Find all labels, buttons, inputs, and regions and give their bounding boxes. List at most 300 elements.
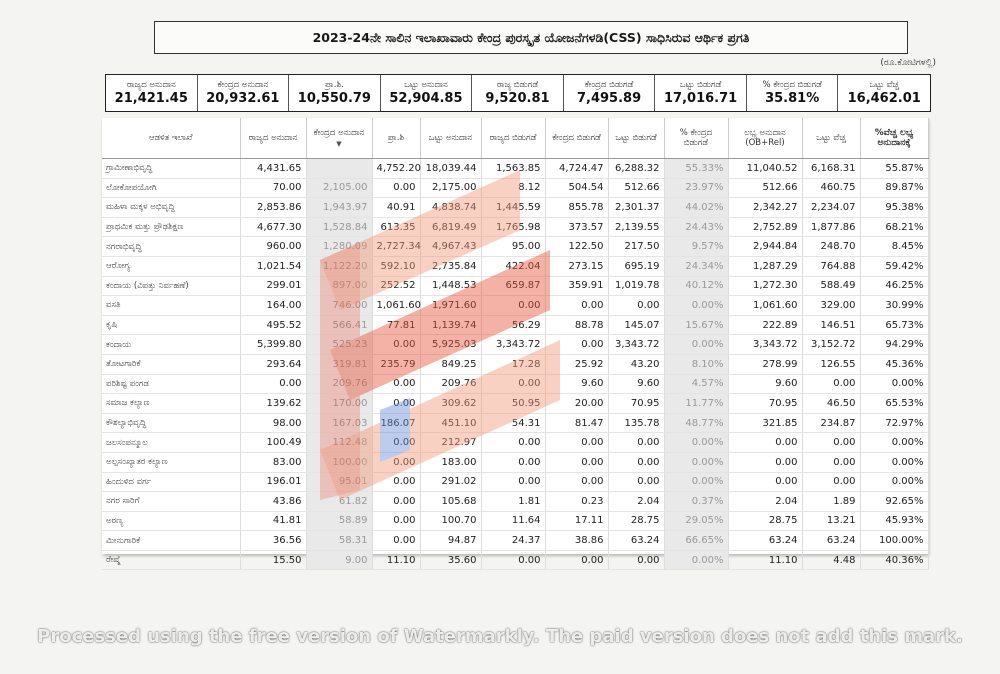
value-cell: 0.00: [372, 335, 420, 355]
column-header-label: ಕೇಂದ್ರದ ಅನುದಾನ: [313, 128, 365, 138]
summary-cell: [472, 75, 564, 111]
summary-value: 16,462.01: [847, 90, 921, 106]
value-cell: 105.68: [420, 492, 481, 512]
value-cell: 0.00: [802, 433, 860, 453]
value-cell: 11.10: [728, 550, 802, 570]
column-header-label: ಒಟ್ಟು ವೆಚ್ಚ: [816, 133, 846, 143]
value-cell: 588.49: [802, 276, 860, 296]
value-cell: 72.97%: [860, 413, 928, 433]
value-cell: 309.62: [420, 394, 481, 414]
value-cell: 9.00: [306, 550, 372, 570]
value-cell: 70.95: [728, 394, 802, 414]
department-name-cell: ನಗರಾಭಿವೃದ್ಧಿ: [102, 237, 240, 257]
table-row: [102, 237, 928, 257]
value-cell: 299.01: [240, 276, 306, 296]
summary-label: ಕೇಂದ್ರದ ಅನುದಾನ: [217, 79, 269, 90]
value-cell: 4,724.47: [545, 159, 608, 179]
value-cell: 83.00: [240, 452, 306, 472]
value-cell: 4,967.43: [420, 237, 481, 257]
value-cell: 28.75: [728, 511, 802, 531]
value-cell: 50.95: [481, 394, 545, 414]
value-cell: 746.00: [306, 296, 372, 316]
value-cell: 0.00: [545, 550, 608, 570]
watermark-text: Processed using the free version of Watermarkly. The paid version does not add this mark.: [37, 626, 963, 647]
value-cell: 65.73%: [860, 315, 928, 335]
value-cell: 321.85: [728, 413, 802, 433]
column-header[interactable]: [481, 118, 545, 159]
value-cell: 3,343.72: [608, 335, 664, 355]
value-cell: 6,819.49: [420, 217, 481, 237]
summary-label: % ಕೇಂದ್ರದ ಬಿಡುಗಡೆ: [762, 79, 822, 90]
value-cell: 209.76: [420, 374, 481, 394]
table-row: [102, 335, 928, 355]
value-cell: 59.42%: [860, 256, 928, 276]
column-header[interactable]: [802, 118, 860, 159]
value-cell: 54.31: [481, 413, 545, 433]
table-row: [102, 276, 928, 296]
column-header[interactable]: [102, 118, 240, 159]
table-row: [102, 296, 928, 316]
value-cell: 0.00: [608, 550, 664, 570]
column-header-label: ರಾಜ್ಯದ ಅನುದಾನ: [248, 133, 298, 143]
value-cell: 20.00: [545, 394, 608, 414]
table-row: [102, 198, 928, 218]
table-row: [102, 433, 928, 453]
value-cell: [306, 159, 372, 179]
value-cell: 9.57%: [664, 237, 728, 257]
summary-label: ಒಟ್ಟು ಅನುದಾನ: [404, 79, 448, 90]
value-cell: 1.89: [802, 492, 860, 512]
summary-cell: [381, 75, 473, 111]
table-row: [102, 492, 928, 512]
value-cell: 186.07: [372, 413, 420, 433]
value-cell: 1,445.59: [481, 198, 545, 218]
value-cell: 65.53%: [860, 394, 928, 414]
table-row: [102, 550, 928, 570]
value-cell: 29.05%: [664, 511, 728, 531]
value-cell: 695.19: [608, 256, 664, 276]
value-cell: 0.00: [802, 472, 860, 492]
table-row: [102, 413, 928, 433]
summary-cell: [198, 75, 290, 111]
column-header-label: ಒಟ್ಟು ಬಿಡುಗಡೆ: [615, 133, 657, 143]
value-cell: 70.00: [240, 178, 306, 198]
value-cell: 0.23: [545, 492, 608, 512]
summary-value: 17,016.71: [664, 90, 738, 106]
value-cell: 855.78: [545, 198, 608, 218]
value-cell: 0.00: [728, 433, 802, 453]
value-cell: 1.81: [481, 492, 545, 512]
value-cell: 6,168.31: [802, 159, 860, 179]
value-cell: 43.20: [608, 354, 664, 374]
value-cell: 135.78: [608, 413, 664, 433]
value-cell: 495.52: [240, 315, 306, 335]
column-header[interactable]: [608, 118, 664, 159]
value-cell: 15.50: [240, 550, 306, 570]
department-name-cell: ಲೋಕೋಪಯೋಗಿ: [102, 178, 240, 198]
value-cell: 1,448.53: [420, 276, 481, 296]
value-cell: 40.12%: [664, 276, 728, 296]
value-cell: 5,399.80: [240, 335, 306, 355]
value-cell: 88.78: [545, 315, 608, 335]
value-cell: 55.33%: [664, 159, 728, 179]
value-cell: 11,040.52: [728, 159, 802, 179]
value-cell: 4,838.74: [420, 198, 481, 218]
column-header-label: ಕೇಂದ್ರದ ಬಿಡುಗಡೆ: [552, 133, 601, 143]
value-cell: 849.25: [420, 354, 481, 374]
column-header-label: ರಾಜ್ಯದ ಬಿಡುಗಡೆ: [489, 133, 537, 143]
value-cell: 0.00: [240, 374, 306, 394]
value-cell: 1,139.74: [420, 315, 481, 335]
value-cell: 122.50: [545, 237, 608, 257]
value-cell: 252.52: [372, 276, 420, 296]
value-cell: 0.00: [802, 452, 860, 472]
value-cell: 0.00: [545, 472, 608, 492]
value-cell: 13.21: [802, 511, 860, 531]
value-cell: 0.00: [608, 452, 664, 472]
value-cell: 0.00: [545, 335, 608, 355]
value-cell: 0.00%: [860, 374, 928, 394]
sort-descending-icon[interactable]: ▼: [336, 140, 342, 148]
value-cell: 1,971.60: [420, 296, 481, 316]
department-name-cell: ನಗರ ಸಾರಿಗೆ: [102, 492, 240, 512]
value-cell: 2,301.37: [608, 198, 664, 218]
value-cell: 167.03: [306, 413, 372, 433]
value-cell: 95.38%: [860, 198, 928, 218]
value-cell: 0.00: [372, 394, 420, 414]
value-cell: 68.21%: [860, 217, 928, 237]
value-cell: 512.66: [728, 178, 802, 198]
value-cell: 18,039.44: [420, 159, 481, 179]
department-name-cell: ವಸತಿ: [102, 296, 240, 316]
table-row: [102, 217, 928, 237]
summary-cell: [106, 75, 198, 111]
column-header[interactable]: [728, 118, 802, 159]
value-cell: 112.48: [306, 433, 372, 453]
summary-value: 35.81%: [765, 90, 820, 106]
value-cell: 0.00: [481, 550, 545, 570]
value-cell: 1,287.29: [728, 256, 802, 276]
column-header-label: ಒಟ್ಟು ಅನುದಾನ: [428, 133, 473, 143]
column-header-label: ಲಭ್ಯ ಅನುದಾನ (OB+Rel): [744, 128, 786, 148]
value-cell: 0.00%: [664, 335, 728, 355]
value-cell: 359.91: [545, 276, 608, 296]
summary-label: ಒಟ್ಟು ಬಿಡುಗಡೆ: [679, 79, 722, 90]
value-cell: 36.56: [240, 531, 306, 551]
table-row: [102, 374, 928, 394]
table-row: [102, 511, 928, 531]
column-header[interactable]: [306, 118, 372, 159]
column-header-label: % ಕೇಂದ್ರದ ಬಿಡುಗಡೆ: [679, 128, 713, 148]
value-cell: 146.51: [802, 315, 860, 335]
table-row: [102, 354, 928, 374]
value-cell: 38.86: [545, 531, 608, 551]
table-row: [102, 394, 928, 414]
value-cell: 17.28: [481, 354, 545, 374]
value-cell: 24.37: [481, 531, 545, 551]
summary-value: 20,932.61: [206, 90, 280, 106]
page-title: [154, 21, 908, 54]
value-cell: 613.35: [372, 217, 420, 237]
value-cell: 0.00: [728, 452, 802, 472]
value-cell: 63.24: [802, 531, 860, 551]
department-name-cell: ಗ್ರಾಮೀಣಾಭಿವೃದ್ಧಿ: [102, 159, 240, 179]
value-cell: 94.29%: [860, 335, 928, 355]
table-row: [102, 315, 928, 335]
value-cell: 960.00: [240, 237, 306, 257]
value-cell: 212.97: [420, 433, 481, 453]
value-cell: 2,944.84: [728, 237, 802, 257]
department-name-cell: ಕಂದಾಯ (ವಿಪತ್ತು ನಿರ್ವಹಣೆ): [102, 276, 240, 296]
value-cell: 145.07: [608, 315, 664, 335]
value-cell: 293.64: [240, 354, 306, 374]
summary-value: 52,904.85: [389, 90, 463, 106]
value-cell: 66.65%: [664, 531, 728, 551]
department-name-cell: ಕೌಶಲ್ಯಾಭಿವೃದ್ಧಿ: [102, 413, 240, 433]
unit-note: (ರೂ.ಕೋಟಿಗಳಲ್ಲಿ): [880, 58, 936, 68]
value-cell: 2,853.86: [240, 198, 306, 218]
value-cell: 248.70: [802, 237, 860, 257]
value-cell: 4,431.65: [240, 159, 306, 179]
value-cell: 2.04: [608, 492, 664, 512]
value-cell: 11.77%: [664, 394, 728, 414]
department-name-cell: ಪರಿಶಿಷ್ಟ ಪಂಗಡ: [102, 374, 240, 394]
value-cell: 4,677.30: [240, 217, 306, 237]
value-cell: 0.00%: [664, 296, 728, 316]
value-cell: 8.45%: [860, 237, 928, 257]
value-cell: 2,105.00: [306, 178, 372, 198]
column-header[interactable]: [545, 118, 608, 159]
value-cell: 6,288.32: [608, 159, 664, 179]
value-cell: 2,752.89: [728, 217, 802, 237]
department-name-cell: ಕೃಷಿ: [102, 315, 240, 335]
value-cell: 183.00: [420, 452, 481, 472]
department-name-cell: ಹಿಂದುಳಿದ ವರ್ಗ: [102, 472, 240, 492]
department-progress-table: [102, 118, 929, 570]
table-row: [102, 178, 928, 198]
value-cell: 58.89: [306, 511, 372, 531]
value-cell: 0.00%: [664, 433, 728, 453]
value-cell: 70.95: [608, 394, 664, 414]
value-cell: 45.36%: [860, 354, 928, 374]
value-cell: 81.47: [545, 413, 608, 433]
value-cell: 23.97%: [664, 178, 728, 198]
value-cell: 234.87: [802, 413, 860, 433]
value-cell: 0.00: [728, 472, 802, 492]
value-cell: 504.54: [545, 178, 608, 198]
value-cell: 164.00: [240, 296, 306, 316]
value-cell: 95.00: [481, 237, 545, 257]
value-cell: 273.15: [545, 256, 608, 276]
value-cell: 2,342.27: [728, 198, 802, 218]
column-header[interactable]: [372, 118, 420, 159]
value-cell: 9.60: [545, 374, 608, 394]
value-cell: 0.00: [372, 511, 420, 531]
value-cell: 40.36%: [860, 550, 928, 570]
value-cell: 0.00: [481, 433, 545, 453]
value-cell: 24.43%: [664, 217, 728, 237]
value-cell: 0.00: [481, 452, 545, 472]
value-cell: 0.00: [481, 296, 545, 316]
value-cell: 0.00: [372, 531, 420, 551]
value-cell: 222.89: [728, 315, 802, 335]
value-cell: 4.48: [802, 550, 860, 570]
value-cell: 592.10: [372, 256, 420, 276]
value-cell: 4.57%: [664, 374, 728, 394]
value-cell: 0.00%: [860, 433, 928, 453]
value-cell: 35.60: [420, 550, 481, 570]
department-name-cell: ಪ್ರಾಥಮಿಕ ಮತ್ತು ಪ್ರೌಢಶಿಕ್ಷಣ: [102, 217, 240, 237]
value-cell: 460.75: [802, 178, 860, 198]
summary-value: 7,495.89: [576, 90, 642, 106]
summary-cell: [747, 75, 839, 111]
value-cell: 1,877.86: [802, 217, 860, 237]
value-cell: 30.99%: [860, 296, 928, 316]
summary-value: 9,520.81: [485, 90, 550, 106]
column-header[interactable]: [664, 118, 728, 159]
value-cell: 24.34%: [664, 256, 728, 276]
value-cell: 2,735.84: [420, 256, 481, 276]
department-name-cell: ಅರಣ್ಯ: [102, 511, 240, 531]
value-cell: 11.10: [372, 550, 420, 570]
summary-label: ಪ್ರಾ.ಶಿ.: [324, 79, 344, 90]
value-cell: 63.24: [728, 531, 802, 551]
value-cell: 0.00%: [860, 452, 928, 472]
value-cell: 1,280.09: [306, 237, 372, 257]
value-cell: 209.76: [306, 374, 372, 394]
summary-cell: [289, 75, 381, 111]
value-cell: 100.00: [306, 452, 372, 472]
value-cell: 170.00: [306, 394, 372, 414]
value-cell: 11.64: [481, 511, 545, 531]
value-cell: 196.01: [240, 472, 306, 492]
value-cell: 217.50: [608, 237, 664, 257]
value-cell: 659.87: [481, 276, 545, 296]
value-cell: 278.99: [728, 354, 802, 374]
column-header[interactable]: [240, 118, 306, 159]
value-cell: 0.00: [608, 296, 664, 316]
table-header-row: [102, 118, 928, 159]
value-cell: 291.02: [420, 472, 481, 492]
column-header[interactable]: [420, 118, 481, 159]
value-cell: 48.77%: [664, 413, 728, 433]
value-cell: 8.10%: [664, 354, 728, 374]
value-cell: 139.62: [240, 394, 306, 414]
table-row: [102, 452, 928, 472]
value-cell: 319.81: [306, 354, 372, 374]
department-name-cell: ಆರೋಗ್ಯ: [102, 256, 240, 276]
summary-cell: [564, 75, 656, 111]
value-cell: 46.50: [802, 394, 860, 414]
value-cell: 1,528.84: [306, 217, 372, 237]
value-cell: 2,727.34: [372, 237, 420, 257]
value-cell: 8.12: [481, 178, 545, 198]
summary-cell: [655, 75, 747, 111]
value-cell: 373.57: [545, 217, 608, 237]
value-cell: 95.01: [306, 472, 372, 492]
value-cell: 100.70: [420, 511, 481, 531]
value-cell: 451.10: [420, 413, 481, 433]
value-cell: 0.00: [608, 472, 664, 492]
summary-label: ಕೇಂದ್ರದ ಬಿಡುಗಡೆ: [584, 79, 634, 90]
value-cell: 1,122.20: [306, 256, 372, 276]
value-cell: 0.00: [372, 452, 420, 472]
value-cell: 0.00: [372, 472, 420, 492]
value-cell: 44.02%: [664, 198, 728, 218]
value-cell: 566.41: [306, 315, 372, 335]
value-cell: 1,563.85: [481, 159, 545, 179]
value-cell: 43.86: [240, 492, 306, 512]
column-header[interactable]: [860, 118, 928, 159]
value-cell: 100.49: [240, 433, 306, 453]
value-cell: 2.04: [728, 492, 802, 512]
value-cell: 5,925.03: [420, 335, 481, 355]
table-row: [102, 256, 928, 276]
value-cell: 9.60: [728, 374, 802, 394]
value-cell: 2,175.00: [420, 178, 481, 198]
column-header-label: ಆಡಳಿತ ಇಲಾಖೆ: [149, 133, 193, 143]
value-cell: 0.00%: [860, 472, 928, 492]
value-cell: 40.91: [372, 198, 420, 218]
value-cell: 0.00: [372, 178, 420, 198]
value-cell: 1,272.30: [728, 276, 802, 296]
value-cell: 9.60: [608, 374, 664, 394]
value-cell: 2,139.55: [608, 217, 664, 237]
department-name-cell: ಮೀನುಗಾರಿಕೆ: [102, 531, 240, 551]
value-cell: 1,021.54: [240, 256, 306, 276]
value-cell: 512.66: [608, 178, 664, 198]
value-cell: 92.65%: [860, 492, 928, 512]
value-cell: 45.93%: [860, 511, 928, 531]
value-cell: 1,061.60: [728, 296, 802, 316]
data-table-container: [102, 118, 928, 566]
value-cell: 422.04: [481, 256, 545, 276]
value-cell: 3,152.72: [802, 335, 860, 355]
value-cell: 77.81: [372, 315, 420, 335]
value-cell: 41.81: [240, 511, 306, 531]
table-row: [102, 472, 928, 492]
value-cell: 2,234.07: [802, 198, 860, 218]
value-cell: 0.37%: [664, 492, 728, 512]
value-cell: 0.00: [372, 433, 420, 453]
value-cell: 0.00%: [664, 472, 728, 492]
department-name-cell: ಮಹಿಳಾ ಮಕ್ಕಳ ಅಭಿವೃದ್ಧಿ: [102, 198, 240, 218]
department-name-cell: ಜಲಸಂಪನ್ಮೂಲ: [102, 433, 240, 453]
value-cell: 25.92: [545, 354, 608, 374]
value-cell: 0.00: [545, 433, 608, 453]
value-cell: 17.11: [545, 511, 608, 531]
summary-cell: [838, 75, 930, 111]
value-cell: 0.00: [545, 452, 608, 472]
value-cell: 126.55: [802, 354, 860, 374]
summary-value: 10,550.79: [297, 90, 371, 106]
value-cell: 0.00: [372, 492, 420, 512]
value-cell: 15.67%: [664, 315, 728, 335]
value-cell: 897.00: [306, 276, 372, 296]
value-cell: 0.00: [802, 374, 860, 394]
value-cell: 28.75: [608, 511, 664, 531]
value-cell: 1,765.98: [481, 217, 545, 237]
value-cell: 98.00: [240, 413, 306, 433]
department-name-cell: ಕಂದಾಯ: [102, 335, 240, 355]
value-cell: 1,019.78: [608, 276, 664, 296]
summary-label: ರಾಜ್ಯದ ಅನುದಾನ: [126, 79, 176, 90]
value-cell: 3,343.72: [481, 335, 545, 355]
value-cell: 0.00: [608, 433, 664, 453]
value-cell: 764.88: [802, 256, 860, 276]
value-cell: 46.25%: [860, 276, 928, 296]
value-cell: 1,061.60: [372, 296, 420, 316]
